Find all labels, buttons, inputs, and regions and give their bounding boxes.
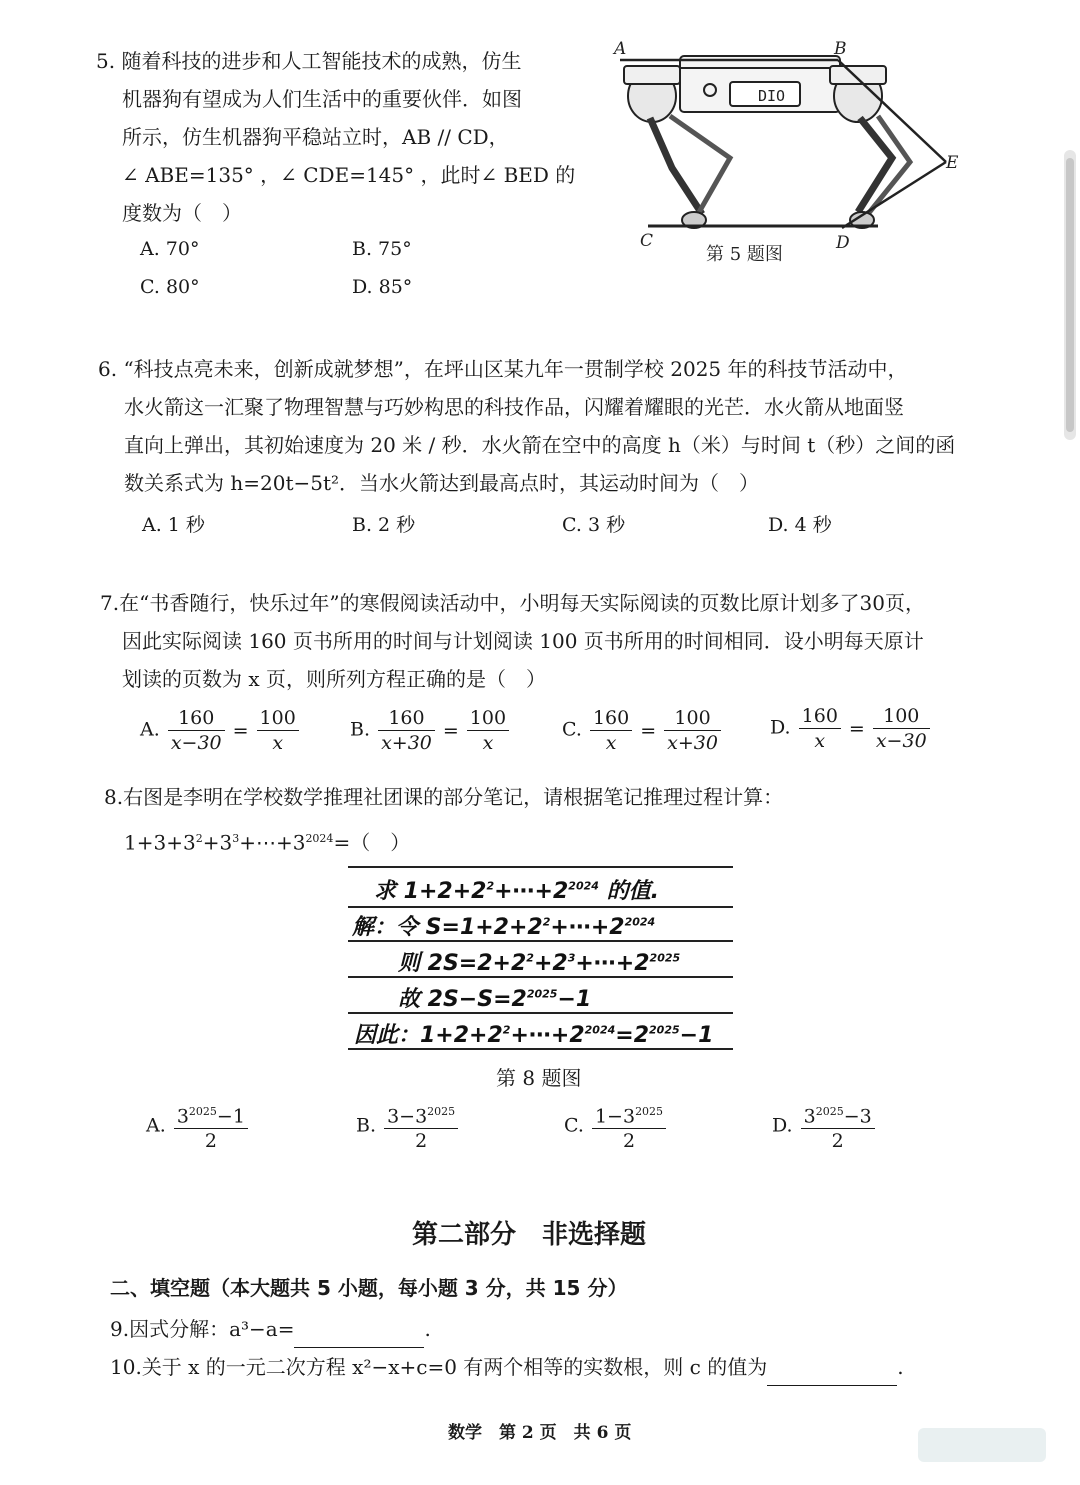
- note-line-1: 求 $1+2+2^2+\cdots+2^{2024}$ 的值.: [374, 879, 659, 904]
- q8-option-a: A. $\frac{3^{2025}-1}{2}$: [146, 1100, 250, 1153]
- part-2-title: 第二部分 非选择题: [412, 1220, 647, 1250]
- q8-option-b: B. $\frac{3-3^{2025}}{2}$: [356, 1100, 460, 1153]
- figure-8-caption: 第 8 题图: [496, 1066, 582, 1090]
- q7-option-c: C. $\frac{160}{x}$ = $\frac{100}{x+30}$: [562, 706, 723, 755]
- panel-text: DIO: [758, 87, 786, 105]
- scrollbar-thumb[interactable]: [1066, 158, 1074, 432]
- section-2-heading: 二、填空题（本大题共 5 小题，每小题 3 分，共 15 分）: [110, 1276, 628, 1300]
- q7-line: 划读的页数为 x 页，则所列方程正确的是（ ）: [122, 667, 546, 691]
- note-line-3: 则 $2S=2+2^2+2^3+\cdots+2^{2025}$: [398, 951, 681, 976]
- question-10: 10.关于 x 的一元二次方程 x²−x+c=0 有两个相等的实数根，则 c 的值为 .: [110, 1348, 904, 1386]
- label-b: B: [834, 39, 847, 59]
- q7-line: 7.在“书香随行，快乐过年”的寒假阅读活动中，小明每天实际阅读的页数比原计划多了30页，: [100, 591, 925, 615]
- q5-line: ∠ ABE=135° ，∠ CDE=145° ，此时∠ BED 的: [122, 163, 576, 187]
- q5-line: 度数为（ ）: [122, 201, 242, 225]
- q8-option-c: C. $\frac{1-3^{2025}}{2}$: [564, 1100, 668, 1153]
- q5-option-b: B. 75°: [352, 238, 412, 260]
- label-c: C: [640, 231, 654, 251]
- question-9: 9.因式分解：a³−a= .: [110, 1310, 431, 1348]
- q5-option-a: A. 70°: [140, 238, 200, 260]
- q6-line: 6. “科技点亮未来，创新成就梦想”，在坪山区某九年一贯制学校 2025 年的科技节活动中，: [98, 357, 908, 381]
- scrollbar[interactable]: [1064, 150, 1076, 440]
- question-5: [96, 42, 575, 232]
- q7-option-b: B. $\frac{160}{x+30}$ = $\frac{100}{x}$: [350, 706, 511, 755]
- q10-answer-blank[interactable]: [767, 1363, 897, 1386]
- note-line-2: 解：令 $S=1+2+2^2+\cdots+2^{2024}$: [352, 915, 656, 940]
- q6-option-d: D. 4 秒: [768, 514, 832, 536]
- watermark-logo: [918, 1428, 1046, 1462]
- q7-line: 因此实际阅读 160 页书所用的时间与计划阅读 100 页书所用的时间相同．设小明每天原计: [122, 629, 924, 653]
- question-7: [100, 584, 925, 698]
- q8-option-d: D. $\frac{3^{2025}-3}{2}$: [772, 1100, 877, 1153]
- q6-line: 直向上弹出，其初始速度为 20 米 / 秒．水火箭在空中的高度 h（米）与时间 t（秒）之间的函: [124, 433, 956, 457]
- q5-option-d: D. 85°: [352, 276, 413, 298]
- label-d: D: [836, 233, 850, 253]
- q6-line: 数关系式为 h=20t−5t²．当水火箭达到最高点时，其运动时间为（ ）: [124, 471, 760, 495]
- figure-5-caption: 第 5 题图: [706, 244, 783, 265]
- note-line-5: 因此：$1+2+2^2+\cdots+2^{2024}=2^{2025}-1$: [354, 1023, 714, 1048]
- q9-answer-blank[interactable]: [294, 1325, 424, 1348]
- label-a: A: [614, 39, 627, 59]
- q6-line: 水火箭这一汇聚了物理智慧与巧妙构思的科技作品，闪耀着耀眼的光芒．水火箭从地面竖: [124, 395, 904, 419]
- q6-option-a: A. 1 秒: [142, 514, 205, 536]
- q6-option-c: C. 3 秒: [562, 514, 626, 536]
- notes-rule: [348, 906, 733, 908]
- note-line-4: 故 $2S-S=2^{2025}-1$: [398, 987, 592, 1012]
- robot-dog-figure: [610, 38, 970, 278]
- label-e: E: [946, 153, 959, 173]
- q6-option-b: B. 2 秒: [352, 514, 416, 536]
- q5-line: 5. 随着科技的进步和人工智能技术的成熟，仿生: [96, 49, 522, 73]
- q7-option-d: D. $\frac{160}{x}$ = $\frac{100}{x-30}$: [770, 704, 932, 753]
- notes-rule: [348, 866, 733, 868]
- q5-line: 机器狗有望成为人们生活中的重要伙伴．如图: [122, 87, 522, 111]
- q5-option-c: C. 80°: [140, 276, 200, 298]
- q7-option-a: A. $\frac{160}{x-30}$ = $\frac{100}{x}$: [140, 706, 301, 755]
- question-6: [98, 350, 955, 502]
- page-footer: 数学 第 2 页 共 6 页: [448, 1423, 632, 1443]
- q8-expression: $1+3+3^2+3^3+\cdots+3^{2024}=$（ ）: [124, 830, 411, 855]
- question-8: 8.右图是李明在学校数学推理社团课的部分笔记，请根据笔记推理过程计算：: [104, 785, 784, 809]
- q5-line: 所示，仿生机器狗平稳站立时，AB // CD，: [122, 125, 509, 149]
